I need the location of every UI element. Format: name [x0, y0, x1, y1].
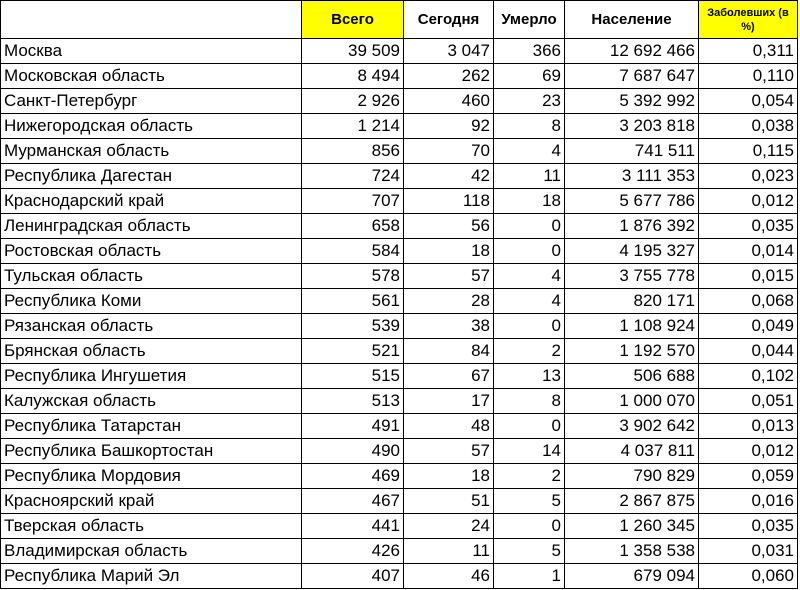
cell-today[interactable]: 56	[404, 214, 494, 239]
cell-total[interactable]: 856	[302, 139, 404, 164]
cell-today[interactable]: 48	[404, 414, 494, 439]
cell-region[interactable]: Московская область	[1, 64, 302, 89]
cell-today[interactable]: 51	[404, 489, 494, 514]
cell-died[interactable]: 4	[494, 289, 565, 314]
cell-today[interactable]: 18	[404, 239, 494, 264]
table-row	[1, 164, 798, 189]
cell-region[interactable]: Красноярский край	[1, 489, 302, 514]
cell-died[interactable]: 11	[494, 164, 565, 189]
cell-region[interactable]: Тверская область	[1, 514, 302, 539]
table-row	[1, 314, 798, 339]
table-row	[1, 189, 798, 214]
cell-today[interactable]: 11	[404, 539, 494, 564]
cell-died[interactable]: 0	[494, 414, 565, 439]
cell-infected-pct[interactable]: 0,031	[699, 539, 798, 564]
cell-today[interactable]: 84	[404, 339, 494, 364]
cell-today[interactable]: 46	[404, 564, 494, 589]
cell-population[interactable]: 3 755 778	[565, 264, 699, 289]
cell-infected-pct[interactable]: 0,102	[699, 364, 798, 389]
cell-total[interactable]: 407	[302, 564, 404, 589]
cell-died[interactable]: 0	[494, 514, 565, 539]
cell-total[interactable]: 658	[302, 214, 404, 239]
cell-region[interactable]: Владимирская область	[1, 539, 302, 564]
cell-died[interactable]: 13	[494, 364, 565, 389]
cell-population[interactable]: 1 876 392	[565, 214, 699, 239]
cell-infected-pct[interactable]: 0,038	[699, 114, 798, 139]
cell-population[interactable]: 4 037 811	[565, 439, 699, 464]
cell-infected-pct[interactable]: 0,051	[699, 389, 798, 414]
cell-population[interactable]: 820 171	[565, 289, 699, 314]
cell-region[interactable]: Мурманская область	[1, 139, 302, 164]
cell-population[interactable]: 3 902 642	[565, 414, 699, 439]
cell-today[interactable]: 42	[404, 164, 494, 189]
cell-today[interactable]: 70	[404, 139, 494, 164]
cell-died[interactable]: 23	[494, 89, 565, 114]
cell-today[interactable]: 118	[404, 189, 494, 214]
table-row	[1, 514, 798, 539]
cell-died[interactable]: 18	[494, 189, 565, 214]
cell-infected-pct[interactable]: 0,068	[699, 289, 798, 314]
cell-died[interactable]: 1	[494, 564, 565, 589]
cell-today[interactable]: 28	[404, 289, 494, 314]
cell-today[interactable]: 18	[404, 464, 494, 489]
table-row	[1, 289, 798, 314]
cell-total[interactable]: 1 214	[302, 114, 404, 139]
cell-total[interactable]: 521	[302, 339, 404, 364]
table-row	[1, 414, 798, 439]
cell-died[interactable]: 4	[494, 139, 565, 164]
cell-total[interactable]: 8 494	[302, 64, 404, 89]
cell-died[interactable]: 8	[494, 114, 565, 139]
cell-today[interactable]: 3 047	[404, 39, 494, 64]
cell-region[interactable]: Москва	[1, 39, 302, 64]
cell-infected-pct[interactable]: 0,049	[699, 314, 798, 339]
cell-total[interactable]: 441	[302, 514, 404, 539]
table-row	[1, 364, 798, 389]
cell-total[interactable]: 426	[302, 539, 404, 564]
cell-died[interactable]: 69	[494, 64, 565, 89]
cell-died[interactable]: 5	[494, 539, 565, 564]
cell-infected-pct[interactable]: 0,035	[699, 514, 798, 539]
cell-total[interactable]: 513	[302, 389, 404, 414]
cell-total[interactable]: 2 926	[302, 89, 404, 114]
cell-population[interactable]: 2 867 875	[565, 489, 699, 514]
cell-region[interactable]: Республика Марий Эл	[1, 564, 302, 589]
cell-total[interactable]: 584	[302, 239, 404, 264]
cell-infected-pct[interactable]: 0,035	[699, 214, 798, 239]
cell-infected-pct[interactable]: 0,013	[699, 414, 798, 439]
cell-infected-pct[interactable]: 0,016	[699, 489, 798, 514]
cell-today[interactable]: 92	[404, 114, 494, 139]
cell-infected-pct[interactable]: 0,054	[699, 89, 798, 114]
cell-today[interactable]: 24	[404, 514, 494, 539]
cell-total[interactable]: 561	[302, 289, 404, 314]
table-row	[1, 214, 798, 239]
cell-region[interactable]: Брянская область	[1, 339, 302, 364]
table-row	[1, 439, 798, 464]
cell-region[interactable]: Рязанская область	[1, 314, 302, 339]
cell-region[interactable]: Республика Татарстан	[1, 414, 302, 439]
table-row	[1, 64, 798, 89]
table-row	[1, 339, 798, 364]
cell-total[interactable]: 724	[302, 164, 404, 189]
header-row	[1, 1, 798, 39]
cell-infected-pct[interactable]: 0,115	[699, 139, 798, 164]
cell-today[interactable]: 17	[404, 389, 494, 414]
cell-population[interactable]: 7 687 647	[565, 64, 699, 89]
table-row	[1, 89, 798, 114]
table-row	[1, 564, 798, 589]
cell-infected-pct[interactable]: 0,015	[699, 264, 798, 289]
cell-infected-pct[interactable]: 0,060	[699, 564, 798, 589]
cell-total[interactable]: 578	[302, 264, 404, 289]
table-row	[1, 539, 798, 564]
cell-died[interactable]: 366	[494, 39, 565, 64]
header-cell-region[interactable]	[1, 1, 302, 39]
cell-today[interactable]: 38	[404, 314, 494, 339]
cell-region[interactable]: Ростовская область	[1, 239, 302, 264]
cell-total[interactable]: 39 509	[302, 39, 404, 64]
cell-population[interactable]: 1 260 345	[565, 514, 699, 539]
table-row	[1, 489, 798, 514]
cell-region[interactable]: Республика Коми	[1, 289, 302, 314]
cell-died[interactable]: 8	[494, 389, 565, 414]
cell-region[interactable]: Краснодарский край	[1, 189, 302, 214]
header-cell-population[interactable]: Население	[565, 1, 699, 39]
cell-region[interactable]: Республика Ингушетия	[1, 364, 302, 389]
header-cell-total[interactable]: Всего	[302, 1, 404, 39]
cell-total[interactable]: 515	[302, 364, 404, 389]
cell-died[interactable]: 2	[494, 464, 565, 489]
cell-population[interactable]: 12 692 466	[565, 39, 699, 64]
cell-population[interactable]: 679 094	[565, 564, 699, 589]
cell-population[interactable]: 1 192 570	[565, 339, 699, 364]
cell-region[interactable]: Республика Башкортостан	[1, 439, 302, 464]
cell-total[interactable]: 539	[302, 314, 404, 339]
cell-infected-pct[interactable]: 0,023	[699, 164, 798, 189]
cell-region[interactable]: Санкт-Петербург	[1, 89, 302, 114]
cell-died[interactable]: 14	[494, 439, 565, 464]
cell-today[interactable]: 57	[404, 439, 494, 464]
cell-total[interactable]: 490	[302, 439, 404, 464]
cell-total[interactable]: 467	[302, 489, 404, 514]
cell-region[interactable]: Тульская область	[1, 264, 302, 289]
cell-infected-pct[interactable]: 0,044	[699, 339, 798, 364]
table-row	[1, 264, 798, 289]
table-row	[1, 464, 798, 489]
cell-infected-pct[interactable]: 0,311	[699, 39, 798, 64]
cell-population[interactable]: 3 203 818	[565, 114, 699, 139]
cell-today[interactable]: 460	[404, 89, 494, 114]
table-row	[1, 239, 798, 264]
cell-infected-pct[interactable]: 0,012	[699, 439, 798, 464]
table-row	[1, 139, 798, 164]
cell-population[interactable]: 1 108 924	[565, 314, 699, 339]
cell-today[interactable]: 262	[404, 64, 494, 89]
cell-died[interactable]: 0	[494, 214, 565, 239]
cell-infected-pct[interactable]: 0,059	[699, 464, 798, 489]
table-row	[1, 39, 798, 64]
cell-region[interactable]: Ленинградская область	[1, 214, 302, 239]
cell-population[interactable]: 3 111 353	[565, 164, 699, 189]
header-cell-died[interactable]: Умерло	[494, 1, 565, 39]
cell-total[interactable]: 469	[302, 464, 404, 489]
cell-population[interactable]: 1 000 070	[565, 389, 699, 414]
cell-region[interactable]: Нижегородская область	[1, 114, 302, 139]
cell-population[interactable]: 5 677 786	[565, 189, 699, 214]
cell-population[interactable]: 506 688	[565, 364, 699, 389]
cell-population[interactable]: 741 511	[565, 139, 699, 164]
cell-died[interactable]: 4	[494, 264, 565, 289]
cell-population[interactable]: 790 829	[565, 464, 699, 489]
cell-infected-pct[interactable]: 0,110	[699, 64, 798, 89]
cell-region[interactable]: Республика Мордовия	[1, 464, 302, 489]
cell-infected-pct[interactable]: 0,012	[699, 189, 798, 214]
cell-died[interactable]: 5	[494, 489, 565, 514]
cell-region[interactable]: Калужская область	[1, 389, 302, 414]
table-row	[1, 114, 798, 139]
cell-population[interactable]: 4 195 327	[565, 239, 699, 264]
cell-today[interactable]: 57	[404, 264, 494, 289]
cell-total[interactable]: 707	[302, 189, 404, 214]
cell-infected-pct[interactable]: 0,014	[699, 239, 798, 264]
cell-total[interactable]: 491	[302, 414, 404, 439]
cell-today[interactable]: 67	[404, 364, 494, 389]
cell-region[interactable]: Республика Дагестан	[1, 164, 302, 189]
cell-died[interactable]: 0	[494, 314, 565, 339]
cell-population[interactable]: 1 358 538	[565, 539, 699, 564]
cell-died[interactable]: 0	[494, 239, 565, 264]
cell-died[interactable]: 2	[494, 339, 565, 364]
cell-population[interactable]: 5 392 992	[565, 89, 699, 114]
header-cell-today[interactable]: Сегодня	[404, 1, 494, 39]
header-cell-infected-pct[interactable]: Заболевших (в %)	[699, 1, 798, 39]
table-row	[1, 389, 798, 414]
